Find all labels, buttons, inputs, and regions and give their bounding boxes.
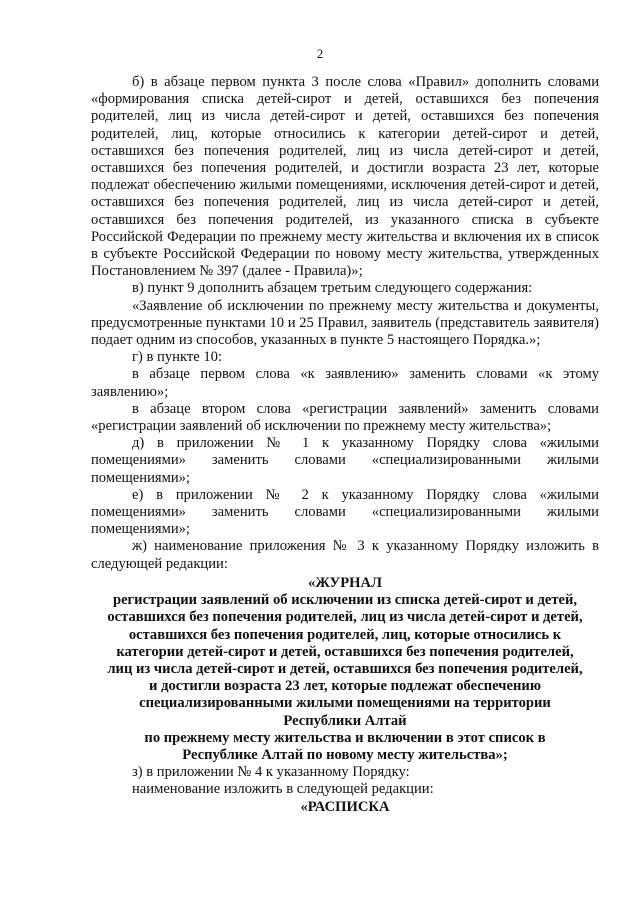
journal-heading-line: «ЖУРНАЛ	[308, 574, 382, 591]
paragraph-g-first-abzats: в абзаце первом слова «к заявлению» заменить словами «к этому заявлению»;	[91, 366, 599, 400]
journal-heading-line: оставшихся без попечения родителей, лиц, которые относились к	[128, 626, 562, 643]
journal-heading-line: оставшихся без попечения родителей, лиц из числа детей-сирот и детей,	[107, 609, 583, 626]
paragraph-v: в) пункт 9 дополнить абзацем третьим следующего содержания:	[132, 280, 533, 297]
journal-heading-line: по прежнему месту жительства и включении в этот список в	[144, 729, 546, 746]
paragraph-z-name: наименование изложить в следующей редакции:	[132, 781, 434, 798]
paragraph-z: з) в приложении № 4 к указанному Порядку:	[132, 764, 410, 781]
journal-heading-line: лиц из числа детей-сирот и детей, оставшихся без попечения родителей,	[107, 660, 583, 677]
receipt-heading: «РАСПИСКА	[300, 798, 390, 815]
page-number: 2	[316, 46, 324, 61]
paragraph-b: б) в абзаце первом пункта 3 после слова «Правил» дополнить словами «формирования списка детей-сирот и детей, оставшихся без попечения родителей, лиц из числа детей-сирот и детей, оставшихся без попечения родителей, лиц, которые относились к категории детей-сирот и детей, оставшихся без попечения родителей, лиц из числа детей-сирот и детей, оставшихся без попечения родителей, и достигли возраста 23 лет, которые подлежат обеспечению жилыми помещениями, исключения детей-сирот и детей, оставшихся без попечения родителей, лиц из числа детей-сирот и детей, оставшихся без попечения родителей, из указанного списка в субъекте Российской Федерации по прежнему месту жительства и включения их в список в субъекте Российской Федерации по новому месту жительства, утвержденных Постановлением № 397 (далее - Правила)»;	[91, 74, 599, 280]
journal-heading-line: специализированными жилыми помещениями на территории	[139, 695, 551, 712]
document-body	[91, 74, 599, 816]
journal-heading	[91, 575, 599, 764]
paragraph-zh: ж) наименование приложения № 3 к указанному Порядку изложить в следующей редакции:	[91, 538, 599, 572]
journal-heading-line: категории детей-сирот и детей, оставшихся без попечения родителей,	[116, 643, 574, 660]
paragraph-g-second-abzats: в абзаце втором слова «регистрации заявлений» заменить словами «регистрации заявлений об исключении по прежнему месту жительства»;	[91, 400, 599, 435]
paragraph-statement-quote: «Заявление об исключении по прежнему месту жительства и документы, предусмотренные пунктами 10 и 25 Правил, заявитель (представитель заявителя) подает одним из способов, указанных в пункте 5 настоящего Порядка.»;	[91, 297, 599, 349]
journal-heading-line: и достигли возраста 23 лет, которые подлежат обеспечению	[149, 678, 541, 695]
journal-heading-line: Республике Алтай по новому месту жительства»;	[182, 746, 508, 763]
journal-heading-line: Республики Алтай	[283, 712, 407, 729]
journal-heading-line: регистрации заявлений об исключении из списка детей-сирот и детей,	[112, 592, 578, 609]
paragraph-g: г) в пункте 10:	[132, 349, 222, 366]
paragraph-e: е) в приложении № 2 к указанному Порядку слова «жилыми помещениями» заменить словами «специализированными жилыми помещениями»;	[91, 486, 599, 538]
paragraph-d: д) в приложении № 1 к указанному Порядку слова «жилыми помещениями» заменить словами «специализированными жилыми помещениями»;	[91, 435, 599, 486]
